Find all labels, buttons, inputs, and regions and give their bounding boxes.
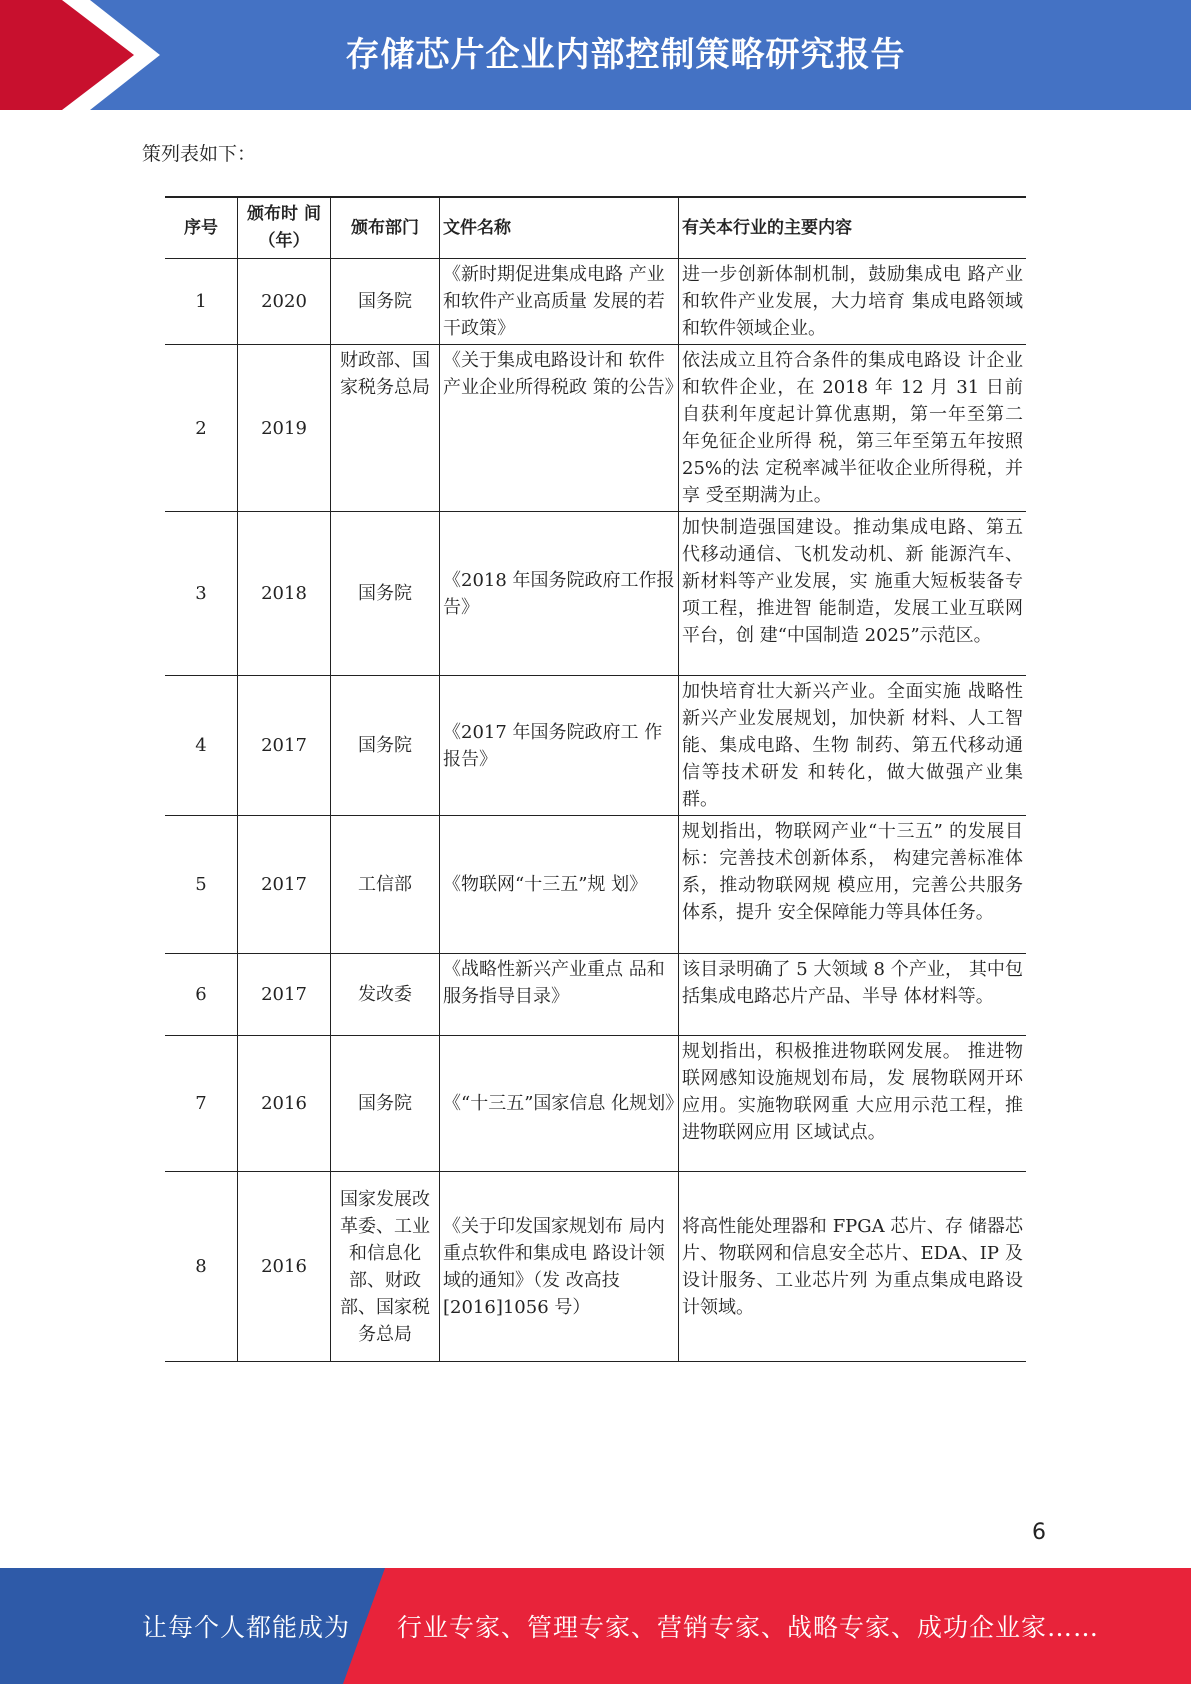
table-row: [165, 954, 1026, 1036]
footer-slogan-right: 行业专家、管理专家、营销专家、战略专家、成功企业家……: [397, 1613, 1100, 1642]
cell-year: 2019: [238, 345, 331, 512]
table-row: [165, 816, 1026, 954]
cell-year: 2017: [238, 816, 331, 954]
cell-num: 5: [165, 816, 238, 954]
table-row: [165, 512, 1026, 676]
cell-content: 规划指出，物联网产业“十三五” 的发展目标：完善技术创新体系， 构建完善标准体系，推动物联网规 模应用，完善公共服务体系，提升 安全保障能力等具体任务。: [679, 816, 1027, 954]
cell-num: 4: [165, 676, 238, 816]
cell-year: 2020: [238, 259, 331, 345]
header-banner: [0, 0, 1191, 110]
header-content: 有关本行业的主要内容: [679, 197, 1027, 259]
cell-num: 7: [165, 1036, 238, 1172]
cell-doc: 《关于集成电路设计和 软件产业企业所得税政 策的公告》: [440, 345, 679, 512]
cell-num: 3: [165, 512, 238, 676]
table-row: [165, 1036, 1026, 1172]
table-row: [165, 1172, 1026, 1362]
cell-doc: 《物联网“十三五”规 划》: [440, 816, 679, 954]
cell-year: 2016: [238, 1172, 331, 1362]
page-number: 6: [1032, 1520, 1046, 1545]
table-row: [165, 259, 1026, 345]
cell-dept: 国务院: [331, 676, 440, 816]
cell-dept: 工信部: [331, 816, 440, 954]
cell-year: 2016: [238, 1036, 331, 1172]
cell-doc: 《2018 年国务院政府工作报告》: [440, 512, 679, 676]
table-header-row: [165, 197, 1026, 259]
cell-num: 2: [165, 345, 238, 512]
header-year: 颁布时 间（年）: [238, 197, 331, 259]
intro-text: 策列表如下：: [142, 143, 257, 165]
cell-content: 规划指出，积极推进物联网发展。 推进物联网感知设施规划布局，发 展物联网开环应用。实施物联网重 大应用示范工程，推进物联网应用 区域试点。: [679, 1036, 1027, 1172]
cell-doc: 《关于印发国家规划布 局内重点软件和集成电 路设计领域的通知》（发 改高技[2016]1056 号）: [440, 1172, 679, 1362]
header-red-chevron: [0, 0, 150, 110]
cell-content: 加快培育壮大新兴产业。全面实施 战略性新兴产业发展规划，加快新 材料、人工智能、集成电路、生物 制药、第五代移动通信等技术研发 和转化，做大做强产业集群。: [679, 676, 1027, 816]
cell-content: 进一步创新体制机制，鼓励集成电 路产业和软件产业发展，大力培育 集成电路领域和软件领域企业。: [679, 259, 1027, 345]
header-dept: 颁布部门: [331, 197, 440, 259]
header-num: 序号: [165, 197, 238, 259]
header-doc: 文件名称: [440, 197, 679, 259]
cell-content: 将高性能处理器和 FPGA 芯片、存 储器芯片、物联网和信息安全芯片、EDA、IP 及设计服务、工业芯片列 为重点集成电路设计领域。: [679, 1172, 1027, 1362]
cell-doc: 《新时期促进集成电路 产业和软件产业高质量 发展的若干政策》: [440, 259, 679, 345]
footer-banner: [0, 1568, 1191, 1684]
cell-doc: 《2017 年国务院政府工 作报告》: [440, 676, 679, 816]
cell-dept: 国务院: [331, 1036, 440, 1172]
table-row: [165, 345, 1026, 512]
cell-dept: 国家发展改革委、工业和信息化部、财政部、国家税务总局: [331, 1172, 440, 1362]
cell-dept: 发改委: [331, 954, 440, 1036]
cell-num: 1: [165, 259, 238, 345]
policy-table: [165, 196, 1026, 1362]
cell-doc: 《“十三五”国家信息 化规划》: [440, 1036, 679, 1172]
cell-content: 依法成立且符合条件的集成电路设 计企业和软件企业，在 2018 年 12 月 31 日前自获利年度起计算优惠期，第一年至第二年免征企业所得 税，第三年至第五年按照 25%的法 定税率减半征收企业所得税，并享 受至期满为止。: [679, 345, 1027, 512]
cell-content: 该目录明确了 5 大领域 8 个产业， 其中包括集成电路芯片产品、半导 体材料等。: [679, 954, 1027, 1036]
cell-doc: 《战略性新兴产业重点 品和服务指导目录》: [440, 954, 679, 1036]
cell-dept: 财政部、国家税务总局: [331, 345, 440, 512]
cell-num: 6: [165, 954, 238, 1036]
cell-year: 2018: [238, 512, 331, 676]
cell-content: 加快制造强国建设。推动集成电路、第五代移动通信、飞机发动机、新 能源汽车、新材料等产业发展，实 施重大短板装备专项工程，推进智 能制造，发展工业互联网平台，创 建“中国制造 2025”示范区。: [679, 512, 1027, 676]
page-title: 存储芯片企业内部控制策略研究报告: [345, 35, 906, 75]
cell-dept: 国务院: [331, 512, 440, 676]
footer-slogan-left: 让每个人都能成为: [142, 1613, 351, 1642]
cell-dept: 国务院: [331, 259, 440, 345]
table-row: [165, 676, 1026, 816]
cell-num: 8: [165, 1172, 238, 1362]
cell-year: 2017: [238, 954, 331, 1036]
cell-year: 2017: [238, 676, 331, 816]
